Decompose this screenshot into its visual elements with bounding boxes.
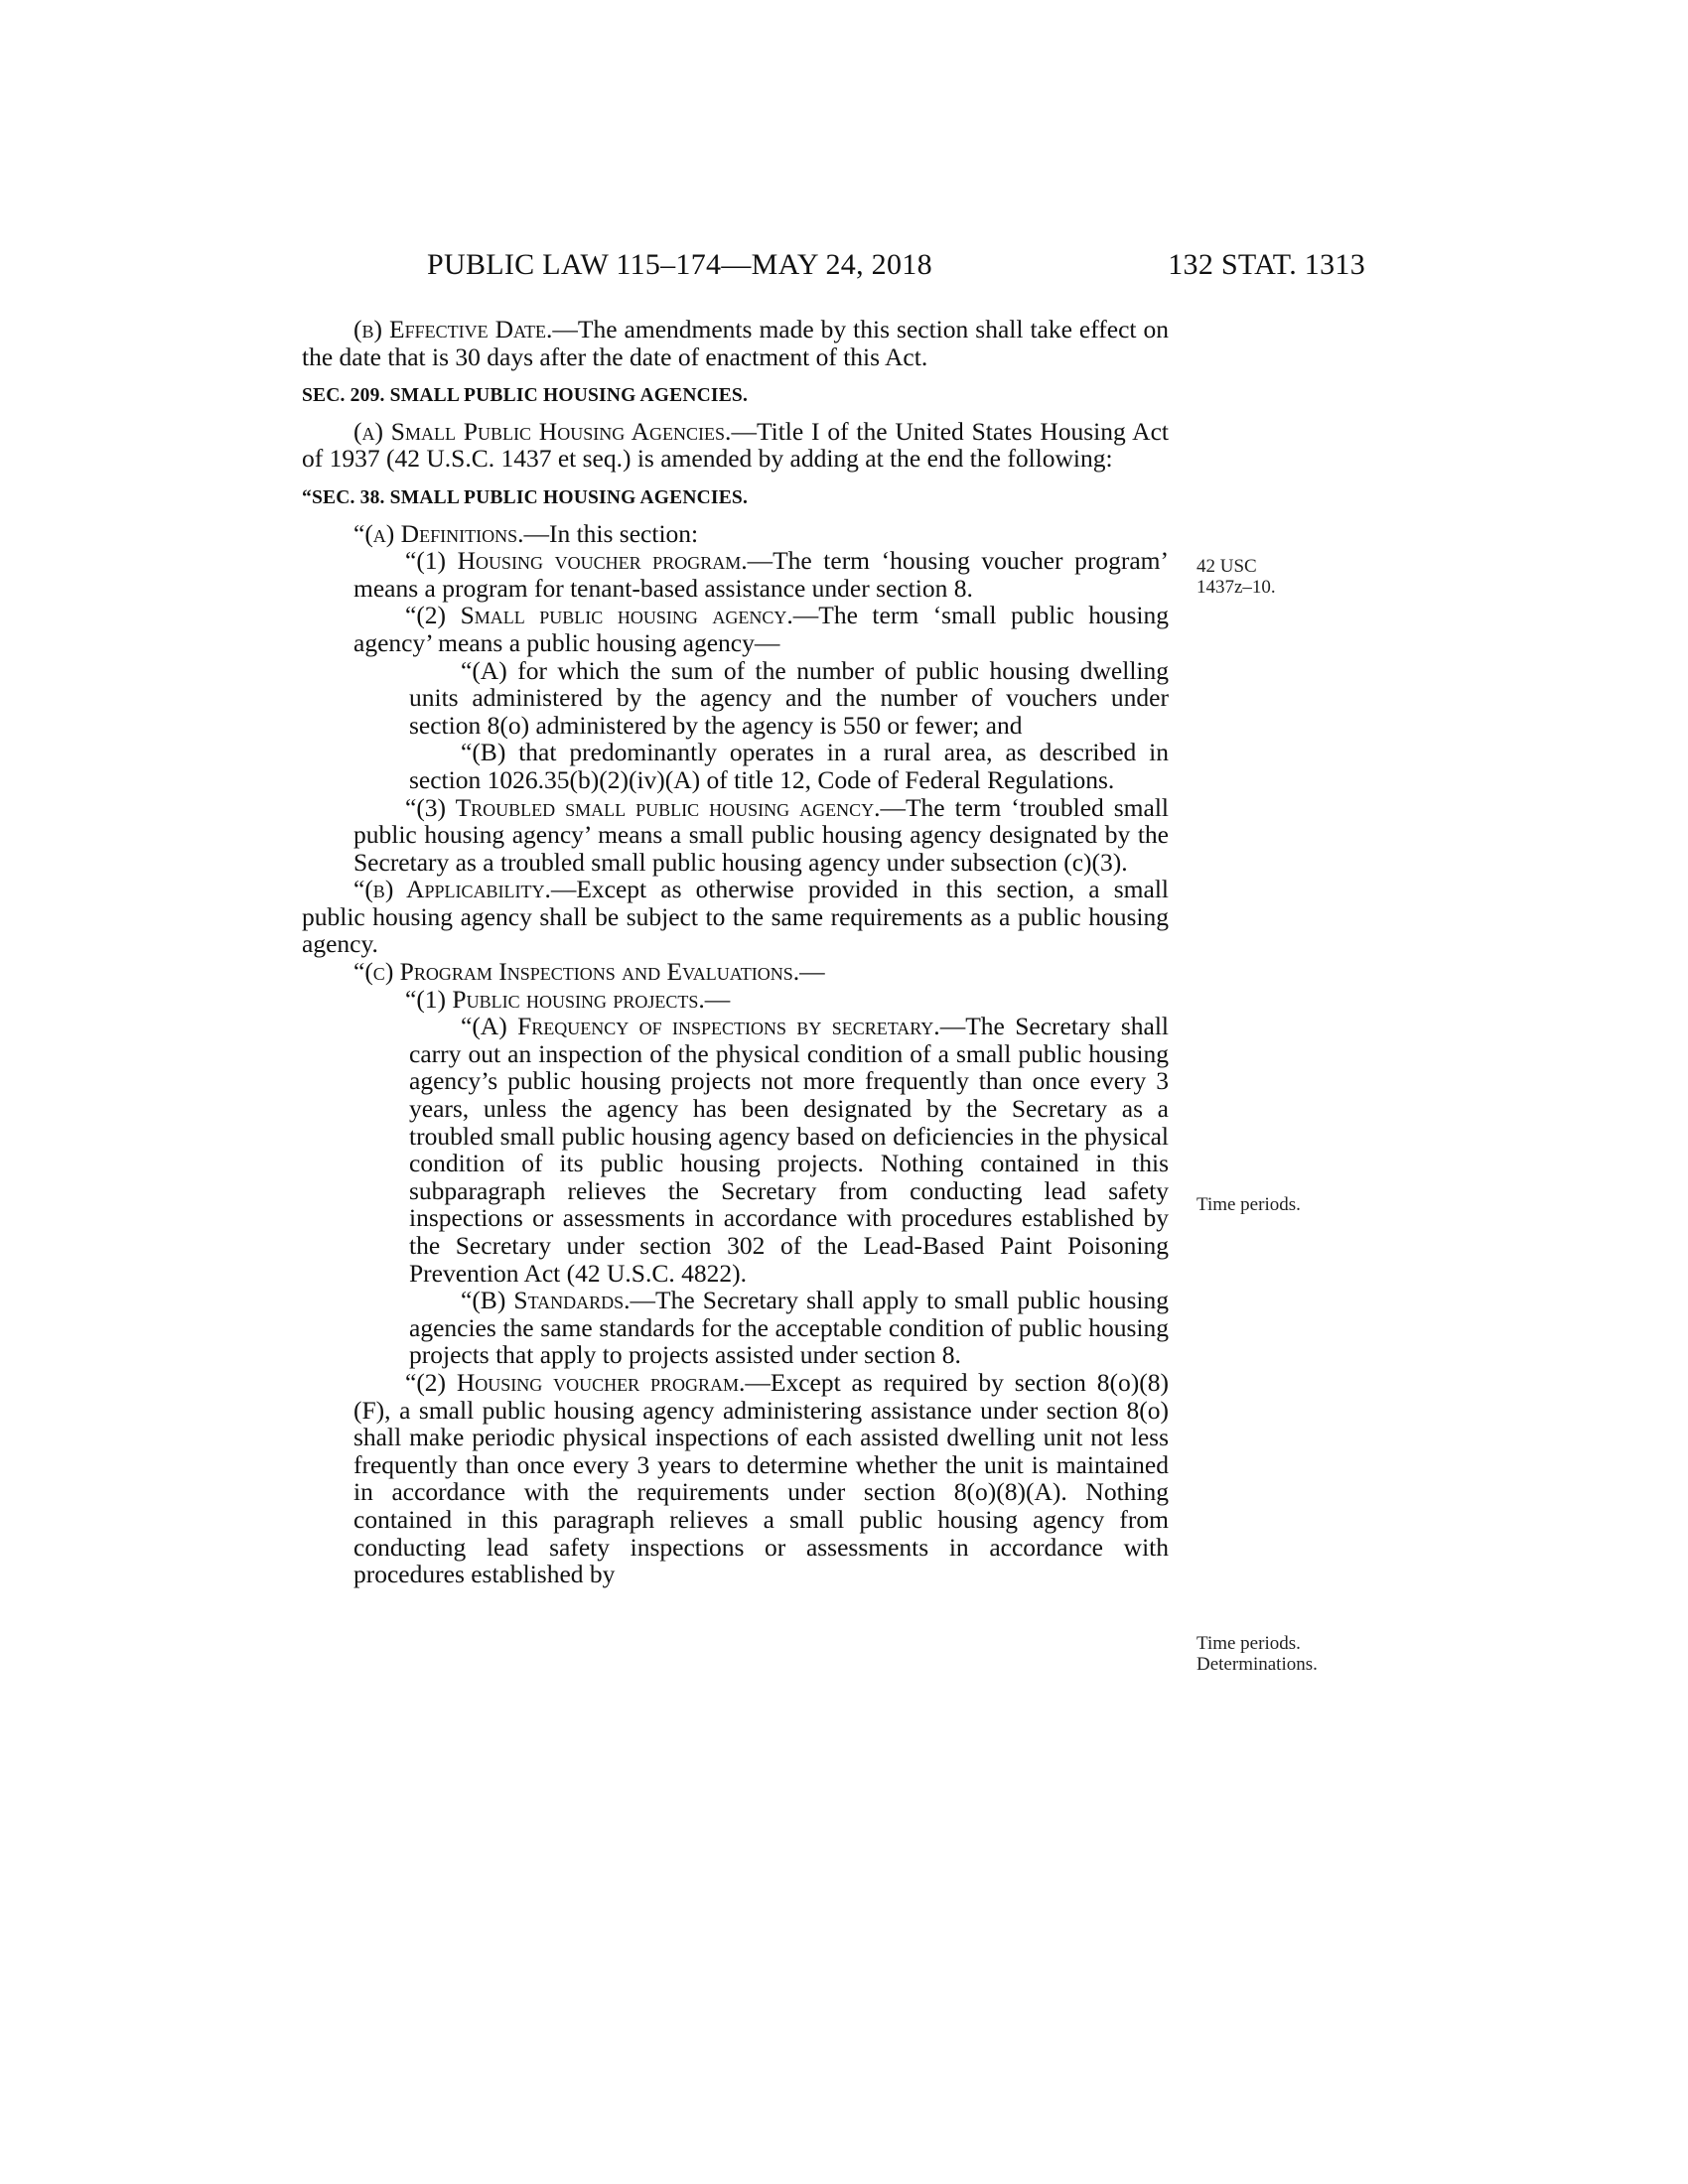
usc-citation-note: 42 USC 1437z–10. — [1196, 556, 1276, 598]
small-pha-amendment-paragraph: (a) Small Public Housing Agencies.—Title I of the United States Housing Act of 1937 (42 U.S.C. 1437 et seq.) is amended by adding at the end the following: — [302, 416, 1169, 474]
time-periods-determinations-note: Time periods. Determinations. — [1196, 1633, 1318, 1675]
running-title: PUBLIC LAW 115–174—MAY 24, 2018 — [427, 248, 932, 281]
housing-voucher-definition: “(1) Housing voucher program.—The term ‘housing voucher program’ means a program for tenant-based assistance under section 8. — [353, 546, 1169, 603]
section-209-heading: SEC. 209. SMALL PUBLIC HOUSING AGENCIES. — [302, 385, 749, 407]
applicability-paragraph: “(b) Applicability.—Except as otherwise provided in this section, a small public housing agency shall be subject to the same requirements as a public housing agency. — [302, 875, 1169, 959]
standards-paragraph: “(B) Standards.—The Secretary shall apply to small public housing agencies the same standards for the acceptable condition of public housing projects that apply to projects assisted under section 8. — [409, 1286, 1169, 1370]
definition-subparagraph-a: “(A) for which the sum of the number of public housing dwelling units administered by the agency and the number of vouchers under section 8(o) administered by the agency is 550 or fewer; and — [409, 655, 1169, 740]
inspection-frequency-paragraph: “(A) Frequency of inspections by secretary.—The Secretary shall carry out an inspection of the physical condition of a small public housing agency’s public housing projects not more frequently than once every 3 years, unless the agency has been designated by the Secretary as a troubled small public housing agency based on deficiencies in the physical condition of its public housing projects. Nothing contained in this subparagraph relieves the Secretary from conducting lead safety inspections or assessments in accordance with procedures established by the Secretary under section 302 of the Lead-Based Paint Poisoning Prevention Act (42 U.S.C. 4822). — [409, 1012, 1169, 1288]
time-periods-note: Time periods. — [1196, 1194, 1301, 1215]
effective-date-paragraph: (b) Effective Date.—The amendments made by this section shall take effect on the date that is 30 days after the date of enactment of this Act. — [302, 315, 1170, 371]
definitions-paragraph: “(a) Definitions.—In this section: — [353, 518, 699, 548]
page-header — [427, 248, 1365, 288]
inspections-heading-paragraph: “(c) Program Inspections and Evaluations.— — [353, 957, 825, 987]
definition-subparagraph-b: “(B) that predominantly operates in a rural area, as described in section 1026.35(b)(2)(iv)(A) of title 12, Code of Federal Regulations. — [409, 738, 1169, 794]
document-body — [302, 316, 1169, 1588]
section-38-heading: “SEC. 38. SMALL PUBLIC HOUSING AGENCIES. — [302, 486, 749, 508]
public-housing-projects-paragraph: “(1) Public housing projects.— — [405, 984, 731, 1014]
voucher-program-paragraph: “(2) Housing voucher program.—Except as required by section 8(o)(8)(F), a small public housing agency administering assistance under section 8(o) shall make periodic physical inspections of each assisted dwelling unit not less frequently than once every 3 years to determine whether the unit is maintained in accordance with the requirements under section 8(o)(8)(A). Nothing contained in this paragraph relieves a small public housing agency from conducting lead safety inspections or assessments in accordance with procedures established by — [353, 1367, 1169, 1589]
small-pha-definition: “(2) Small public housing agency.—The term ‘small public housing agency’ means a public housing agency— — [353, 601, 1169, 657]
stat-page-number: 132 STAT. 1313 — [1168, 248, 1365, 281]
troubled-pha-definition: “(3) Troubled small public housing agency.—The term ‘troubled small public housing agency’ means a small public housing agency designated by the Secretary as a troubled small public housing agency under subsection (c)(3). — [353, 792, 1170, 877]
